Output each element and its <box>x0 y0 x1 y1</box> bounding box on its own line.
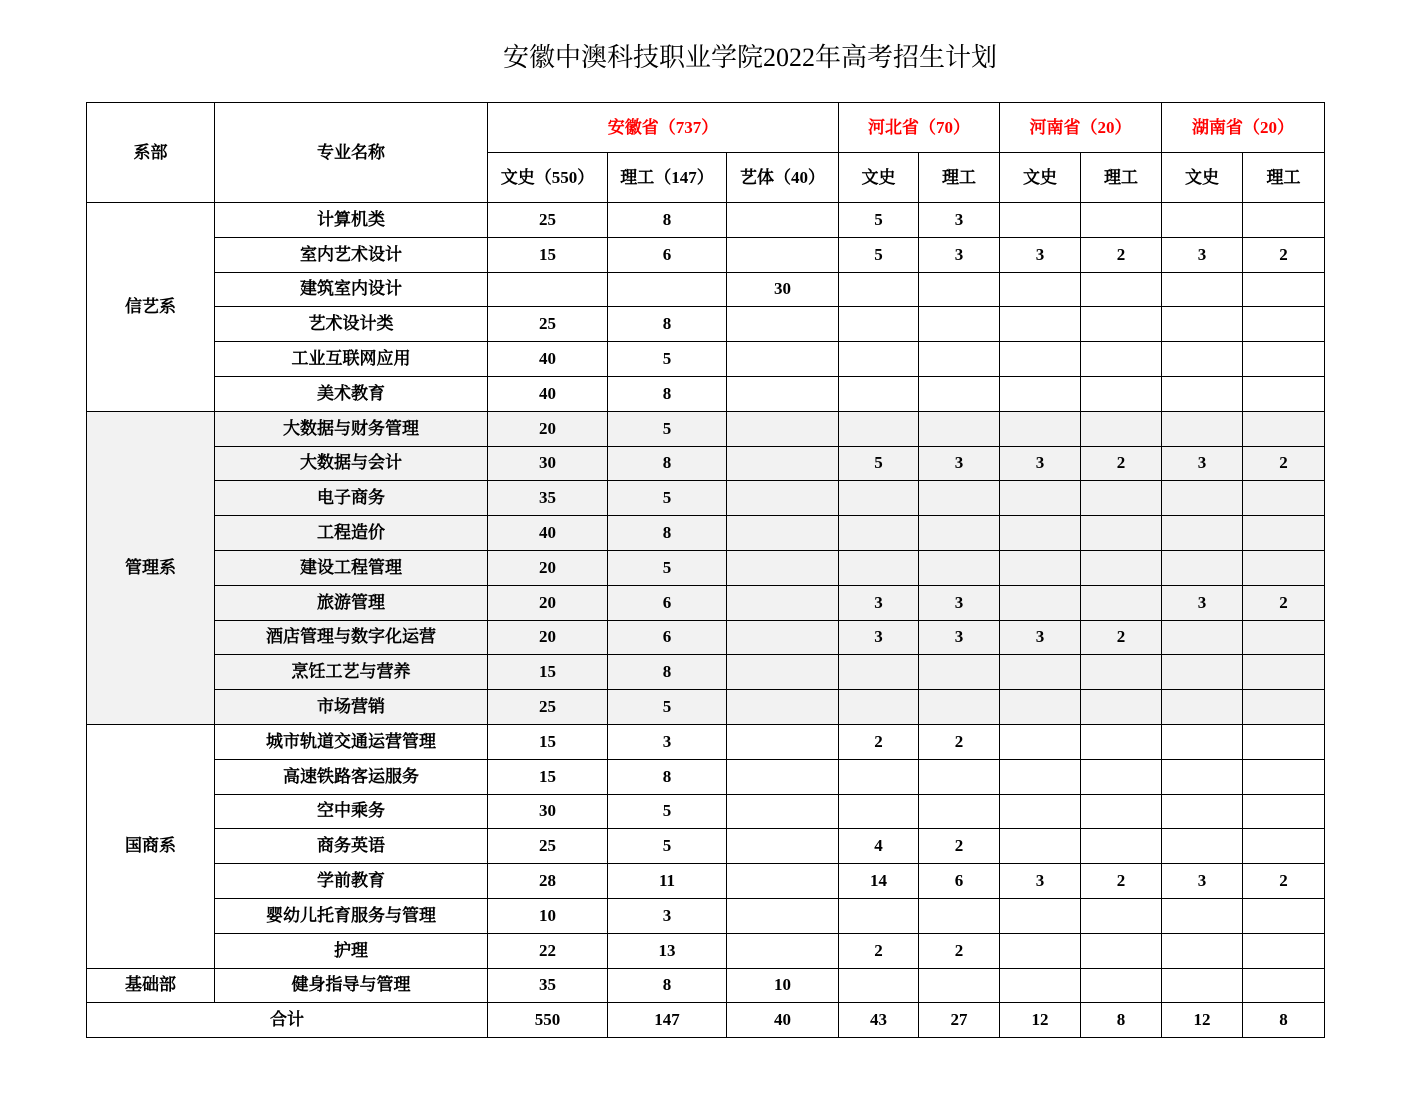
value-cell <box>1081 933 1162 968</box>
table-row <box>87 550 1325 585</box>
value-cell <box>1000 968 1081 1003</box>
table-body <box>87 203 1325 1038</box>
header-major: 专业名称 <box>215 103 488 203</box>
table-row <box>87 237 1325 272</box>
value-cell: 2 <box>839 933 919 968</box>
value-cell: 3 <box>839 620 919 655</box>
value-cell: 8 <box>608 376 727 411</box>
total-value-cell: 27 <box>919 1003 1000 1038</box>
value-cell <box>839 376 919 411</box>
table-row <box>87 272 1325 307</box>
table-row <box>87 690 1325 725</box>
value-cell <box>1162 655 1243 690</box>
value-cell: 5 <box>608 794 727 829</box>
value-cell <box>608 272 727 307</box>
value-cell <box>1243 829 1325 864</box>
table-row <box>87 342 1325 377</box>
total-value-cell: 12 <box>1000 1003 1081 1038</box>
value-cell: 3 <box>1162 585 1243 620</box>
value-cell <box>1162 724 1243 759</box>
value-cell <box>727 794 839 829</box>
header-province-hebei: 河北省（70） <box>839 103 1000 153</box>
value-cell: 2 <box>1243 237 1325 272</box>
value-cell <box>919 690 1000 725</box>
major-name-cell: 烹饪工艺与营养 <box>215 655 488 690</box>
value-cell: 2 <box>919 933 1000 968</box>
value-cell: 6 <box>608 585 727 620</box>
value-cell: 30 <box>727 272 839 307</box>
value-cell <box>1000 516 1081 551</box>
value-cell <box>1000 690 1081 725</box>
major-name-cell: 酒店管理与数字化运营 <box>215 620 488 655</box>
header-province-henan: 河南省（20） <box>1000 103 1162 153</box>
value-cell: 13 <box>608 933 727 968</box>
value-cell <box>1081 690 1162 725</box>
value-cell: 10 <box>488 898 608 933</box>
value-cell <box>727 690 839 725</box>
value-cell <box>1000 933 1081 968</box>
table-row <box>87 620 1325 655</box>
value-cell <box>1243 342 1325 377</box>
value-cell <box>1243 376 1325 411</box>
value-cell <box>1243 724 1325 759</box>
value-cell: 40 <box>488 342 608 377</box>
value-cell <box>1243 620 1325 655</box>
major-name-cell: 建设工程管理 <box>215 550 488 585</box>
value-cell <box>919 550 1000 585</box>
value-cell: 8 <box>608 655 727 690</box>
value-cell <box>1243 203 1325 238</box>
value-cell <box>1243 307 1325 342</box>
value-cell <box>839 411 919 446</box>
total-value-cell: 147 <box>608 1003 727 1038</box>
value-cell: 25 <box>488 829 608 864</box>
value-cell: 8 <box>608 516 727 551</box>
table-row <box>87 864 1325 899</box>
header-henan-wenshi: 文史 <box>1000 153 1081 203</box>
total-value-cell: 43 <box>839 1003 919 1038</box>
enrollment-plan-table <box>86 102 1325 1038</box>
table-row <box>87 446 1325 481</box>
value-cell <box>1243 411 1325 446</box>
value-cell <box>727 203 839 238</box>
major-name-cell: 室内艺术设计 <box>215 237 488 272</box>
total-value-cell: 40 <box>727 1003 839 1038</box>
value-cell <box>1243 516 1325 551</box>
value-cell: 3 <box>1162 446 1243 481</box>
value-cell: 20 <box>488 620 608 655</box>
value-cell <box>839 481 919 516</box>
major-name-cell: 大数据与财务管理 <box>215 411 488 446</box>
header-hebei-wenshi: 文史 <box>839 153 919 203</box>
value-cell: 30 <box>488 794 608 829</box>
value-cell: 2 <box>1243 585 1325 620</box>
value-cell <box>488 272 608 307</box>
value-cell: 3 <box>1162 864 1243 899</box>
table-row <box>87 759 1325 794</box>
value-cell <box>839 794 919 829</box>
value-cell <box>1243 898 1325 933</box>
value-cell <box>1000 203 1081 238</box>
value-cell: 25 <box>488 203 608 238</box>
value-cell: 3 <box>608 898 727 933</box>
major-name-cell: 大数据与会计 <box>215 446 488 481</box>
value-cell <box>839 550 919 585</box>
value-cell <box>839 898 919 933</box>
department-cell: 管理系 <box>87 411 215 724</box>
total-value-cell: 8 <box>1081 1003 1162 1038</box>
major-name-cell: 商务英语 <box>215 829 488 864</box>
header-hunan-wenshi: 文史 <box>1162 153 1243 203</box>
value-cell <box>1081 724 1162 759</box>
value-cell: 5 <box>608 481 727 516</box>
value-cell <box>1162 968 1243 1003</box>
value-cell: 40 <box>488 376 608 411</box>
value-cell <box>1081 376 1162 411</box>
value-cell <box>1162 272 1243 307</box>
major-name-cell: 婴幼儿托育服务与管理 <box>215 898 488 933</box>
value-cell <box>1000 307 1081 342</box>
value-cell <box>1081 481 1162 516</box>
department-cell: 国商系 <box>87 724 215 968</box>
value-cell <box>1162 516 1243 551</box>
value-cell <box>1081 829 1162 864</box>
value-cell: 40 <box>488 516 608 551</box>
value-cell: 8 <box>608 307 727 342</box>
value-cell <box>1000 481 1081 516</box>
value-cell: 6 <box>608 620 727 655</box>
value-cell <box>839 759 919 794</box>
value-cell: 3 <box>919 585 1000 620</box>
value-cell <box>1081 898 1162 933</box>
value-cell <box>1000 829 1081 864</box>
value-cell <box>919 411 1000 446</box>
major-name-cell: 健身指导与管理 <box>215 968 488 1003</box>
major-name-cell: 电子商务 <box>215 481 488 516</box>
value-cell: 5 <box>839 203 919 238</box>
value-cell <box>919 759 1000 794</box>
value-cell <box>919 794 1000 829</box>
value-cell <box>727 446 839 481</box>
header-anhui-yiti: 艺体（40） <box>727 153 839 203</box>
table-row <box>87 829 1325 864</box>
value-cell: 3 <box>839 585 919 620</box>
table-row <box>87 203 1325 238</box>
value-cell <box>1081 411 1162 446</box>
value-cell <box>1081 759 1162 794</box>
value-cell <box>1000 794 1081 829</box>
value-cell <box>727 898 839 933</box>
value-cell: 3 <box>1000 620 1081 655</box>
total-value-cell: 12 <box>1162 1003 1243 1038</box>
table-row <box>87 933 1325 968</box>
value-cell <box>1162 342 1243 377</box>
value-cell <box>1162 898 1243 933</box>
value-cell <box>1081 585 1162 620</box>
value-cell <box>1243 759 1325 794</box>
table-row <box>87 585 1325 620</box>
value-cell <box>727 933 839 968</box>
value-cell <box>1243 655 1325 690</box>
value-cell: 10 <box>727 968 839 1003</box>
major-name-cell: 旅游管理 <box>215 585 488 620</box>
value-cell: 5 <box>608 550 727 585</box>
value-cell: 3 <box>1162 237 1243 272</box>
value-cell: 3 <box>1000 864 1081 899</box>
table-header <box>87 103 1325 203</box>
value-cell <box>919 898 1000 933</box>
value-cell <box>839 968 919 1003</box>
value-cell: 3 <box>608 724 727 759</box>
value-cell: 20 <box>488 550 608 585</box>
value-cell: 5 <box>839 237 919 272</box>
value-cell: 25 <box>488 307 608 342</box>
value-cell <box>727 307 839 342</box>
value-cell: 20 <box>488 411 608 446</box>
department-cell: 信艺系 <box>87 203 215 412</box>
value-cell <box>727 516 839 551</box>
value-cell <box>839 272 919 307</box>
value-cell <box>1000 342 1081 377</box>
value-cell <box>1162 794 1243 829</box>
header-province-hunan: 湖南省（20） <box>1162 103 1325 153</box>
value-cell <box>727 864 839 899</box>
value-cell <box>1162 376 1243 411</box>
total-value-cell: 8 <box>1243 1003 1325 1038</box>
value-cell <box>1000 550 1081 585</box>
value-cell <box>727 585 839 620</box>
major-name-cell: 市场营销 <box>215 690 488 725</box>
value-cell: 2 <box>919 724 1000 759</box>
value-cell: 2 <box>1243 864 1325 899</box>
value-cell: 22 <box>488 933 608 968</box>
value-cell <box>839 655 919 690</box>
value-cell <box>1081 550 1162 585</box>
value-cell <box>1162 481 1243 516</box>
table-row <box>87 516 1325 551</box>
value-cell <box>727 237 839 272</box>
value-cell: 14 <box>839 864 919 899</box>
value-cell <box>727 376 839 411</box>
value-cell <box>1243 272 1325 307</box>
value-cell: 3 <box>1000 237 1081 272</box>
table-row <box>87 794 1325 829</box>
total-row <box>87 1003 1325 1038</box>
value-cell <box>919 655 1000 690</box>
table-row <box>87 655 1325 690</box>
value-cell <box>1000 376 1081 411</box>
value-cell: 15 <box>488 237 608 272</box>
value-cell: 3 <box>919 203 1000 238</box>
value-cell <box>1000 898 1081 933</box>
value-cell <box>1162 620 1243 655</box>
value-cell: 6 <box>919 864 1000 899</box>
value-cell <box>1162 829 1243 864</box>
total-value-cell: 550 <box>488 1003 608 1038</box>
value-cell: 11 <box>608 864 727 899</box>
major-name-cell: 高速铁路客运服务 <box>215 759 488 794</box>
value-cell: 15 <box>488 655 608 690</box>
value-cell <box>839 307 919 342</box>
major-name-cell: 城市轨道交通运营管理 <box>215 724 488 759</box>
value-cell: 8 <box>608 446 727 481</box>
value-cell: 35 <box>488 481 608 516</box>
value-cell <box>1081 203 1162 238</box>
value-cell <box>727 655 839 690</box>
value-cell <box>727 620 839 655</box>
header-hunan-ligong: 理工 <box>1243 153 1325 203</box>
value-cell: 2 <box>1081 864 1162 899</box>
header-row-provinces <box>87 103 1325 153</box>
value-cell <box>727 829 839 864</box>
major-name-cell: 空中乘务 <box>215 794 488 829</box>
value-cell: 2 <box>919 829 1000 864</box>
value-cell <box>919 516 1000 551</box>
table-row <box>87 724 1325 759</box>
total-label: 合计 <box>87 1003 488 1038</box>
value-cell <box>1243 794 1325 829</box>
value-cell <box>919 481 1000 516</box>
table-row <box>87 481 1325 516</box>
value-cell <box>1081 968 1162 1003</box>
value-cell: 5 <box>608 690 727 725</box>
value-cell <box>1162 411 1243 446</box>
value-cell: 28 <box>488 864 608 899</box>
value-cell <box>727 411 839 446</box>
value-cell: 20 <box>488 585 608 620</box>
major-name-cell: 建筑室内设计 <box>215 272 488 307</box>
value-cell <box>1081 794 1162 829</box>
value-cell: 25 <box>488 690 608 725</box>
value-cell: 5 <box>608 342 727 377</box>
value-cell <box>919 376 1000 411</box>
value-cell: 8 <box>608 759 727 794</box>
value-cell <box>727 724 839 759</box>
value-cell <box>839 342 919 377</box>
major-name-cell: 工程造价 <box>215 516 488 551</box>
value-cell <box>1081 516 1162 551</box>
value-cell <box>727 759 839 794</box>
value-cell <box>919 272 1000 307</box>
value-cell: 8 <box>608 968 727 1003</box>
value-cell: 2 <box>1081 237 1162 272</box>
major-name-cell: 艺术设计类 <box>215 307 488 342</box>
value-cell: 2 <box>1081 620 1162 655</box>
value-cell: 2 <box>1081 446 1162 481</box>
value-cell <box>1243 933 1325 968</box>
header-hebei-ligong: 理工 <box>919 153 1000 203</box>
value-cell <box>1081 307 1162 342</box>
value-cell: 5 <box>608 411 727 446</box>
value-cell: 15 <box>488 759 608 794</box>
value-cell: 30 <box>488 446 608 481</box>
value-cell <box>1243 550 1325 585</box>
value-cell: 35 <box>488 968 608 1003</box>
value-cell: 5 <box>839 446 919 481</box>
value-cell: 3 <box>1000 446 1081 481</box>
value-cell <box>727 481 839 516</box>
value-cell <box>839 690 919 725</box>
value-cell: 5 <box>608 829 727 864</box>
value-cell: 6 <box>608 237 727 272</box>
value-cell <box>1162 307 1243 342</box>
value-cell <box>1243 690 1325 725</box>
value-cell <box>727 342 839 377</box>
value-cell <box>1162 203 1243 238</box>
value-cell <box>727 550 839 585</box>
value-cell: 2 <box>839 724 919 759</box>
header-anhui-wenshi: 文史（550） <box>488 153 608 203</box>
value-cell <box>1081 655 1162 690</box>
value-cell <box>919 968 1000 1003</box>
header-dept: 系部 <box>87 103 215 203</box>
value-cell <box>1243 481 1325 516</box>
value-cell: 2 <box>1243 446 1325 481</box>
value-cell <box>1162 550 1243 585</box>
table-row <box>87 898 1325 933</box>
table-row <box>87 411 1325 446</box>
value-cell: 8 <box>608 203 727 238</box>
value-cell <box>1000 759 1081 794</box>
value-cell <box>1081 272 1162 307</box>
table-row <box>87 968 1325 1003</box>
page-title: 安徽中澳科技职业学院2022年高考招生计划 <box>502 43 997 72</box>
value-cell <box>1000 411 1081 446</box>
value-cell <box>1000 272 1081 307</box>
department-cell: 基础部 <box>87 968 215 1003</box>
header-province-anhui: 安徽省（737） <box>488 103 839 153</box>
major-name-cell: 工业互联网应用 <box>215 342 488 377</box>
major-name-cell: 学前教育 <box>215 864 488 899</box>
value-cell: 3 <box>919 446 1000 481</box>
value-cell: 3 <box>919 620 1000 655</box>
header-anhui-ligong: 理工（147） <box>608 153 727 203</box>
major-name-cell: 美术教育 <box>215 376 488 411</box>
value-cell <box>1243 968 1325 1003</box>
value-cell <box>839 516 919 551</box>
value-cell: 4 <box>839 829 919 864</box>
value-cell <box>919 307 1000 342</box>
value-cell <box>919 342 1000 377</box>
value-cell <box>1081 342 1162 377</box>
major-name-cell: 护理 <box>215 933 488 968</box>
value-cell <box>1162 933 1243 968</box>
value-cell <box>1162 759 1243 794</box>
header-henan-ligong: 理工 <box>1081 153 1162 203</box>
value-cell: 3 <box>919 237 1000 272</box>
value-cell <box>1000 655 1081 690</box>
major-name-cell: 计算机类 <box>215 203 488 238</box>
table-row <box>87 376 1325 411</box>
value-cell <box>1162 690 1243 725</box>
table-row <box>87 307 1325 342</box>
value-cell: 15 <box>488 724 608 759</box>
value-cell <box>1000 724 1081 759</box>
value-cell <box>1000 585 1081 620</box>
